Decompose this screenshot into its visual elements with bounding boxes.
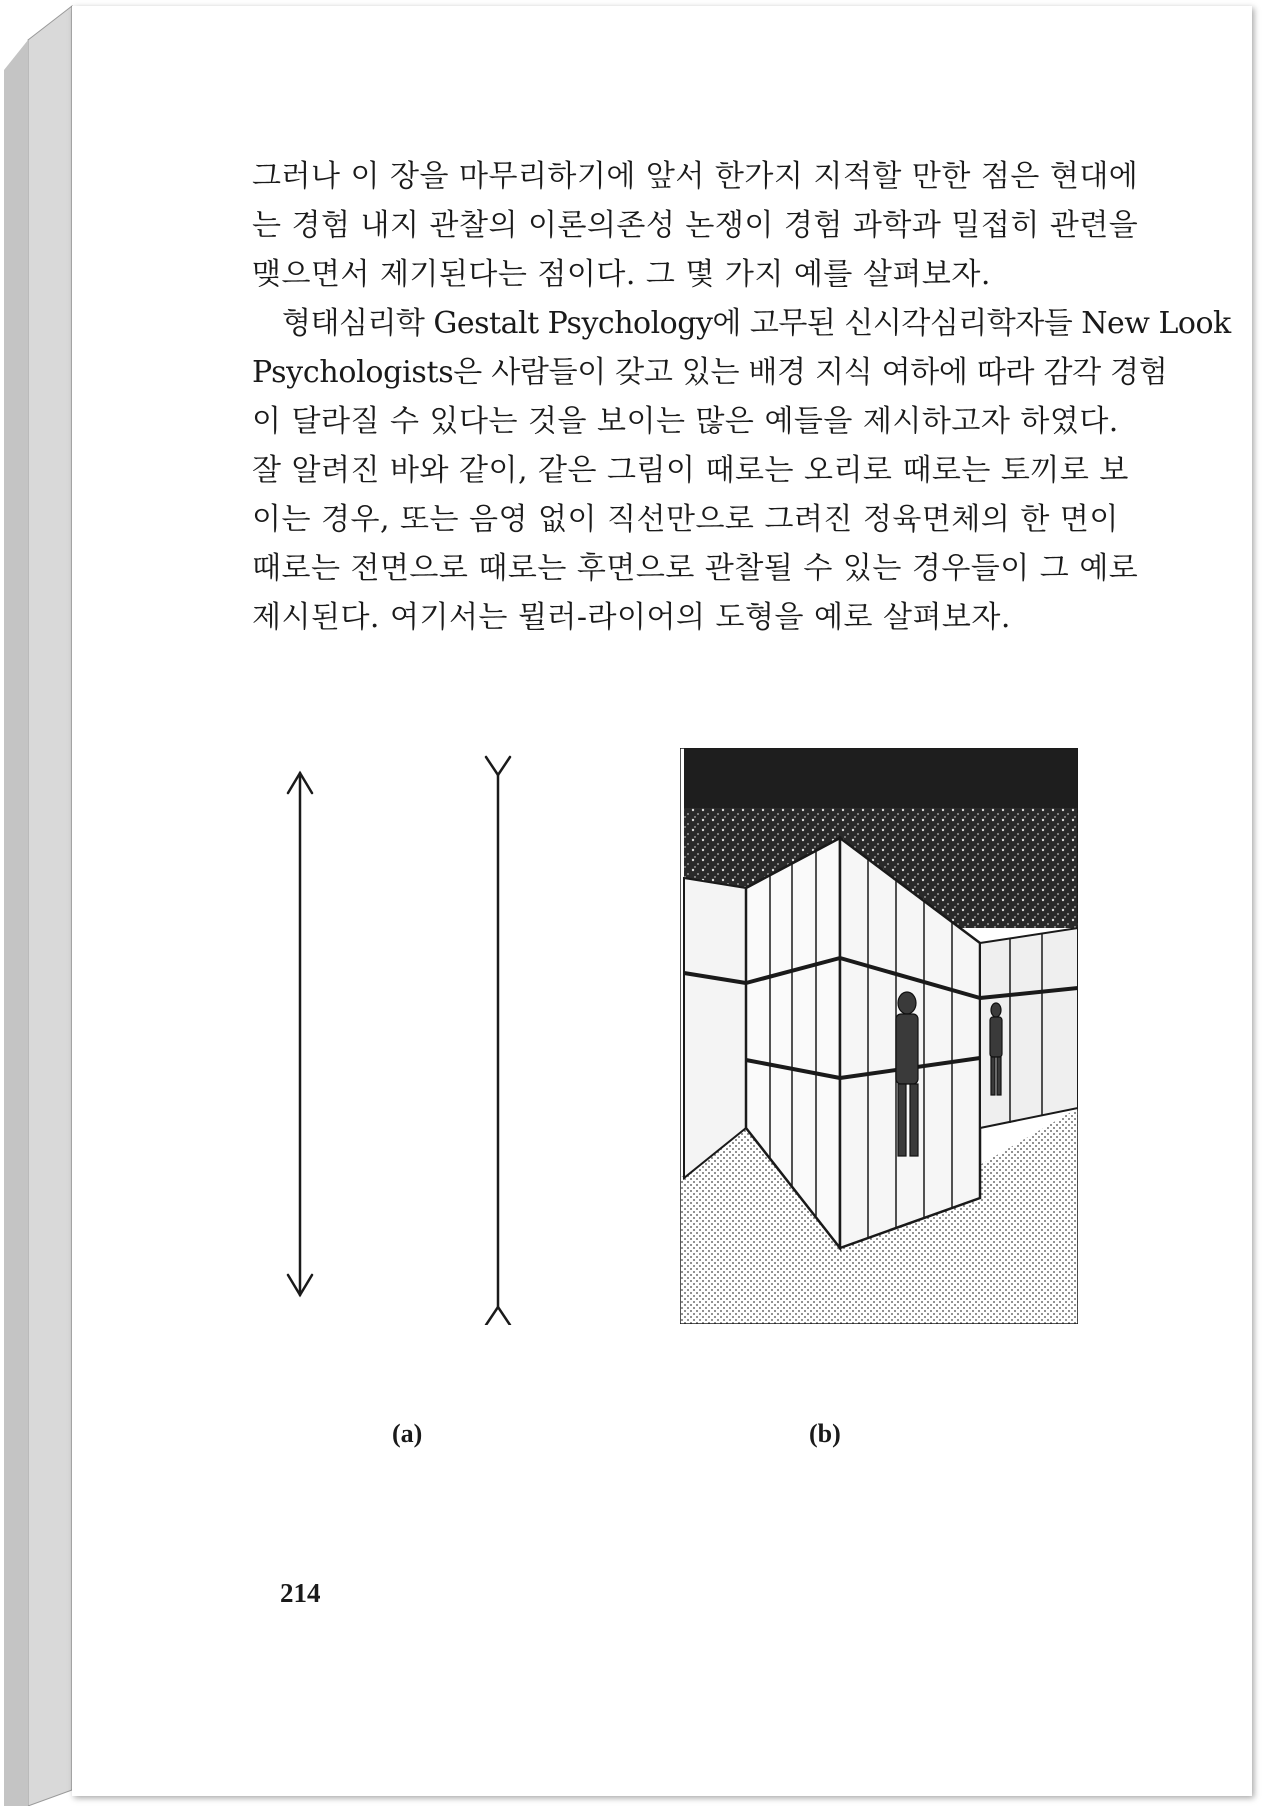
text-line: 맺으면서 제기된다는 점이다. 그 몇 가지 예를 살펴보자. <box>252 257 991 292</box>
text-line: 때로는 전면으로 때로는 후면으로 관찰될 수 있는 경우들이 그 예로 <box>252 551 1139 586</box>
muller-lyer-lines-icon <box>270 755 530 1325</box>
body-text <box>252 152 1231 642</box>
figure-b-caption: (b) <box>809 1419 841 1448</box>
text-line: 제시된다. 여기서는 뮐러-라이어의 도형을 예로 살펴보자. <box>252 600 1011 635</box>
text-line: 는 경험 내지 관찰의 이론의존성 논쟁이 경험 과학과 밀접히 관련을 <box>252 208 1139 243</box>
corridor-illusion-icon <box>680 748 1078 1324</box>
figure-a-caption: (a) <box>392 1419 423 1448</box>
text-line: 그러나 이 장을 마무리하기에 앞서 한가지 지적할 만한 점은 현대에 <box>252 159 1139 194</box>
text-line: Psychologists은 사람들이 갖고 있는 배경 지식 여하에 따라 감각 경험 <box>252 355 1168 390</box>
text-line: 잘 알려진 바와 같이, 같은 그림이 때로는 오리로 때로는 토끼로 보 <box>252 453 1129 488</box>
text-line: 형태심리학 Gestalt Psychology에 고무된 신시각심리학자들 New Look <box>282 306 1231 341</box>
text-line: 이는 경우, 또는 음영 없이 직선만으로 그려진 정육면체의 한 면이 <box>252 502 1119 537</box>
page-number: 214 <box>280 1578 321 1608</box>
text-line: 이 달라질 수 있다는 것을 보이는 많은 예들을 제시하고자 하였다. <box>252 404 1119 439</box>
